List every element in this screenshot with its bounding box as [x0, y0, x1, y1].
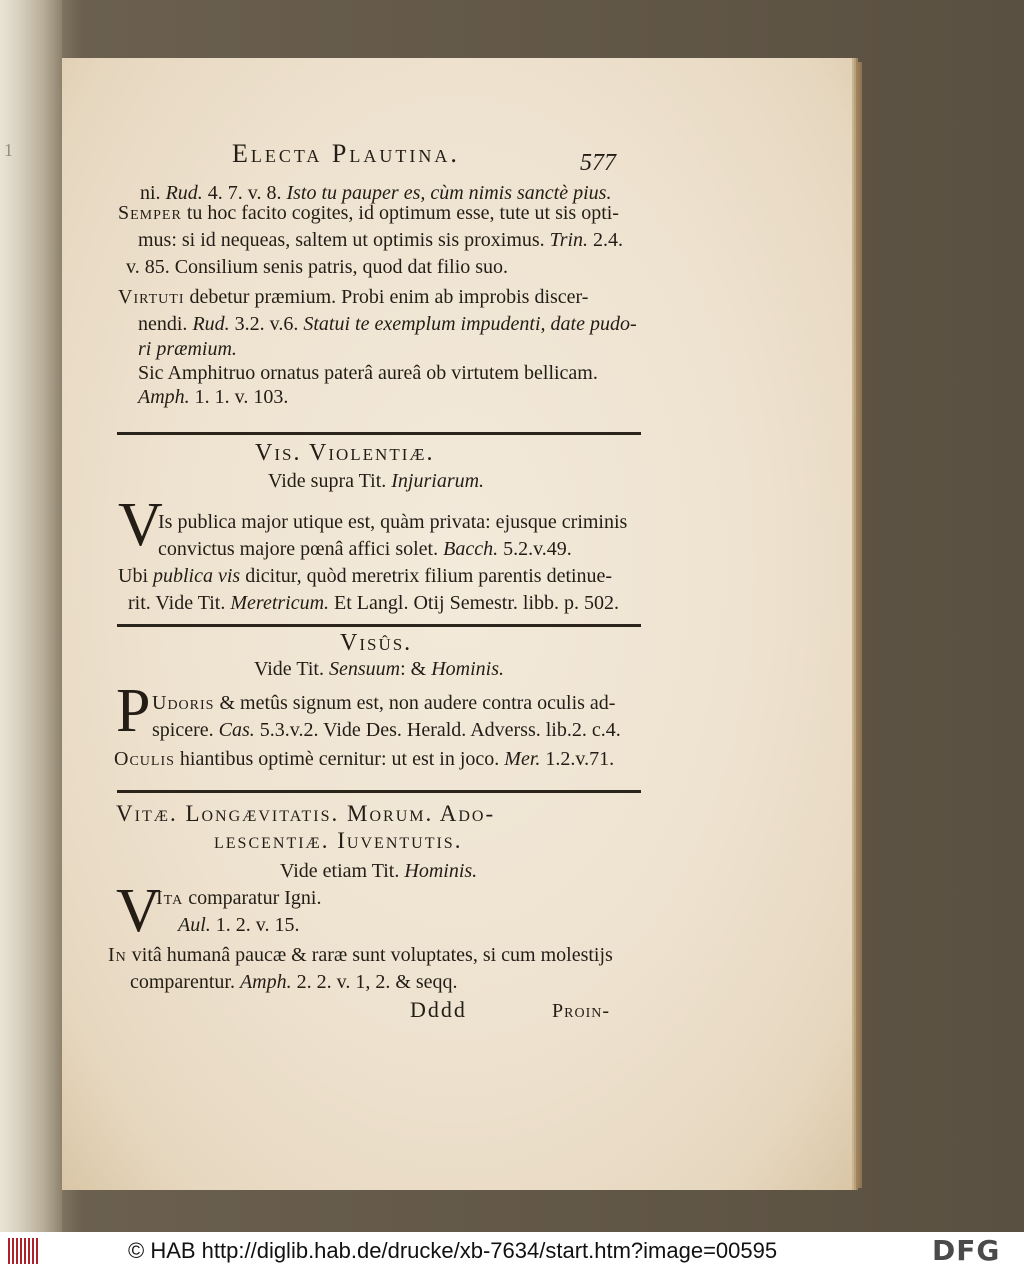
entry-line: [138, 227, 623, 254]
text-run: mus: si id nequeas, saltem ut optimis sis proximus.: [138, 229, 550, 251]
citation-italic: Hominis.: [431, 658, 504, 680]
citation-italic: Bacch.: [443, 538, 499, 560]
text-run: comparatur Igni.: [183, 887, 322, 909]
citation-italic: Trin.: [549, 229, 589, 251]
section-crossref: [268, 468, 484, 495]
text-run: comparentur.: [130, 971, 240, 993]
text-run: dicitur, quòd meretrix filium parentis detinue-: [240, 565, 613, 587]
section-heading: Vis. Violentiæ.: [255, 440, 435, 466]
text-run: 5.2.v.49.: [498, 538, 572, 560]
entry-line: [138, 360, 598, 387]
hab-barcode-icon: [8, 1238, 38, 1264]
citation-italic: Mer.: [504, 748, 541, 770]
entry-line: [118, 284, 588, 311]
citation-italic: publica vis: [153, 565, 241, 587]
catchword: Proin-: [552, 1000, 611, 1022]
edge-mark: 1: [4, 140, 13, 160]
lemma-word: Oculis: [114, 748, 175, 770]
text-run: Ubi: [118, 565, 153, 587]
entry-line: [178, 912, 299, 939]
entry-line: [130, 969, 458, 996]
section-heading: lescentiæ. Iuventutis.: [214, 828, 463, 853]
text-run: tu hoc facito cogites, id optimum esse, tute ut sis opti-: [181, 202, 619, 224]
lemma-word: Virtuti: [118, 286, 185, 308]
text-run: Et Langl. Otij Semestr. libb. p. 502.: [329, 592, 620, 614]
dfg-logo: DFG: [932, 1234, 1001, 1267]
entry-line: [138, 311, 637, 338]
text-run: ni.: [140, 182, 166, 204]
text-run: 1. 1. v. 103.: [189, 386, 289, 408]
text-run: 4. 7. v. 8.: [202, 182, 287, 204]
text-run: debetur præmium. Probi enim ab improbis discer-: [184, 286, 589, 308]
text-run: Vide Tit.: [254, 658, 329, 680]
text-run: Vide etiam Tit.: [280, 860, 405, 882]
text-run: 1. 2. v. 15.: [210, 914, 300, 936]
citation-italic: Amph.: [138, 386, 190, 408]
lemma-word: Udoris: [152, 692, 215, 714]
citation-italic: ri præmium.: [138, 338, 237, 360]
drop-initial: V: [116, 877, 161, 945]
lemma-word: In: [108, 944, 127, 966]
entry-line: [128, 590, 619, 617]
running-title: Electa Plautina.: [232, 139, 460, 168]
entry-line: [108, 942, 613, 969]
section-rule: [117, 432, 641, 435]
entry-line: [118, 563, 612, 590]
section-crossref: [254, 656, 504, 683]
citation-italic: Isto tu pauper es, cùm nimis sanctè pius.: [286, 182, 612, 204]
text-run: Vide supra Tit.: [268, 470, 392, 492]
lemma-word: Ita: [156, 887, 184, 909]
text-run: Sic Amphitruo ornatus paterâ aureâ ob virtutem bellicam.: [138, 362, 598, 384]
entry-line: [156, 885, 321, 912]
text-run: 2. 2. v. 1, 2. & seqq.: [291, 971, 458, 993]
citation-italic: Amph.: [239, 971, 292, 993]
entry-line: [138, 336, 237, 363]
section-crossref: [280, 858, 477, 885]
citation-italic: Statui te exemplum impudenti, date pudo-: [303, 313, 637, 335]
citation-italic: Rud.: [192, 313, 230, 335]
section-heading: Vitæ. Longævitatis. Morum. Ado-: [116, 801, 496, 826]
text-run: : &: [400, 658, 432, 680]
citation-italic: Hominis.: [404, 860, 478, 882]
entry-line: [138, 384, 288, 411]
entry-line: [118, 200, 619, 227]
text-run: v. 85. Consilium senis patris, quod dat filio suo.: [126, 256, 509, 278]
citation-italic: Cas.: [218, 719, 255, 741]
text-run: spicere.: [152, 719, 219, 741]
entry-line: [158, 536, 572, 563]
citation-italic: Meretricum.: [230, 592, 330, 614]
text-run: nendi.: [138, 313, 193, 335]
drop-initial: P: [116, 677, 151, 745]
text-run: 1.2.v.71.: [540, 748, 615, 770]
text-run: convictus majore pœnâ affici solet.: [158, 538, 444, 560]
text-run: rit. Vide Tit.: [128, 592, 231, 614]
entry-line: [114, 746, 614, 773]
signature-mark: Dddd: [410, 997, 467, 1022]
entry-line: [126, 254, 508, 281]
text-run: Is publica major utique est, quàm privata: ejusque criminis: [158, 511, 628, 533]
copyright-link[interactable]: © HAB http://diglib.hab.de/drucke/xb-7634/start.htm?image=00595: [128, 1238, 778, 1263]
entry-line: [152, 717, 621, 744]
citation-italic: Rud.: [165, 182, 203, 204]
text-run: & metûs signum est, non audere contra oculis ad-: [214, 692, 616, 714]
citation-italic: Aul.: [178, 914, 211, 936]
page-number: 577: [580, 150, 616, 176]
facing-page-edge: [0, 0, 62, 1232]
section-heading: Visûs.: [340, 630, 413, 656]
section-rule: [117, 624, 641, 627]
text-run: 3.2. v.6.: [229, 313, 304, 335]
text-run: 5.3.v.2. Vide Des. Herald. Adverss. lib.2. c.4.: [254, 719, 621, 741]
entry-line: [152, 690, 615, 717]
text-run: hiantibus optimè cernitur: ut est in joco.: [174, 748, 505, 770]
text-run: vitâ humanâ paucæ & raræ sunt voluptates, si cum molestijs: [126, 944, 613, 966]
entry-line: [158, 509, 627, 536]
text-run: 2.4.: [588, 229, 624, 251]
citation-italic: Injuriarum.: [391, 470, 485, 492]
drop-initial: V: [118, 491, 163, 559]
section-rule: [117, 790, 641, 793]
citation-italic: Sensuum: [328, 658, 401, 680]
lemma-word: Semper: [118, 202, 182, 224]
